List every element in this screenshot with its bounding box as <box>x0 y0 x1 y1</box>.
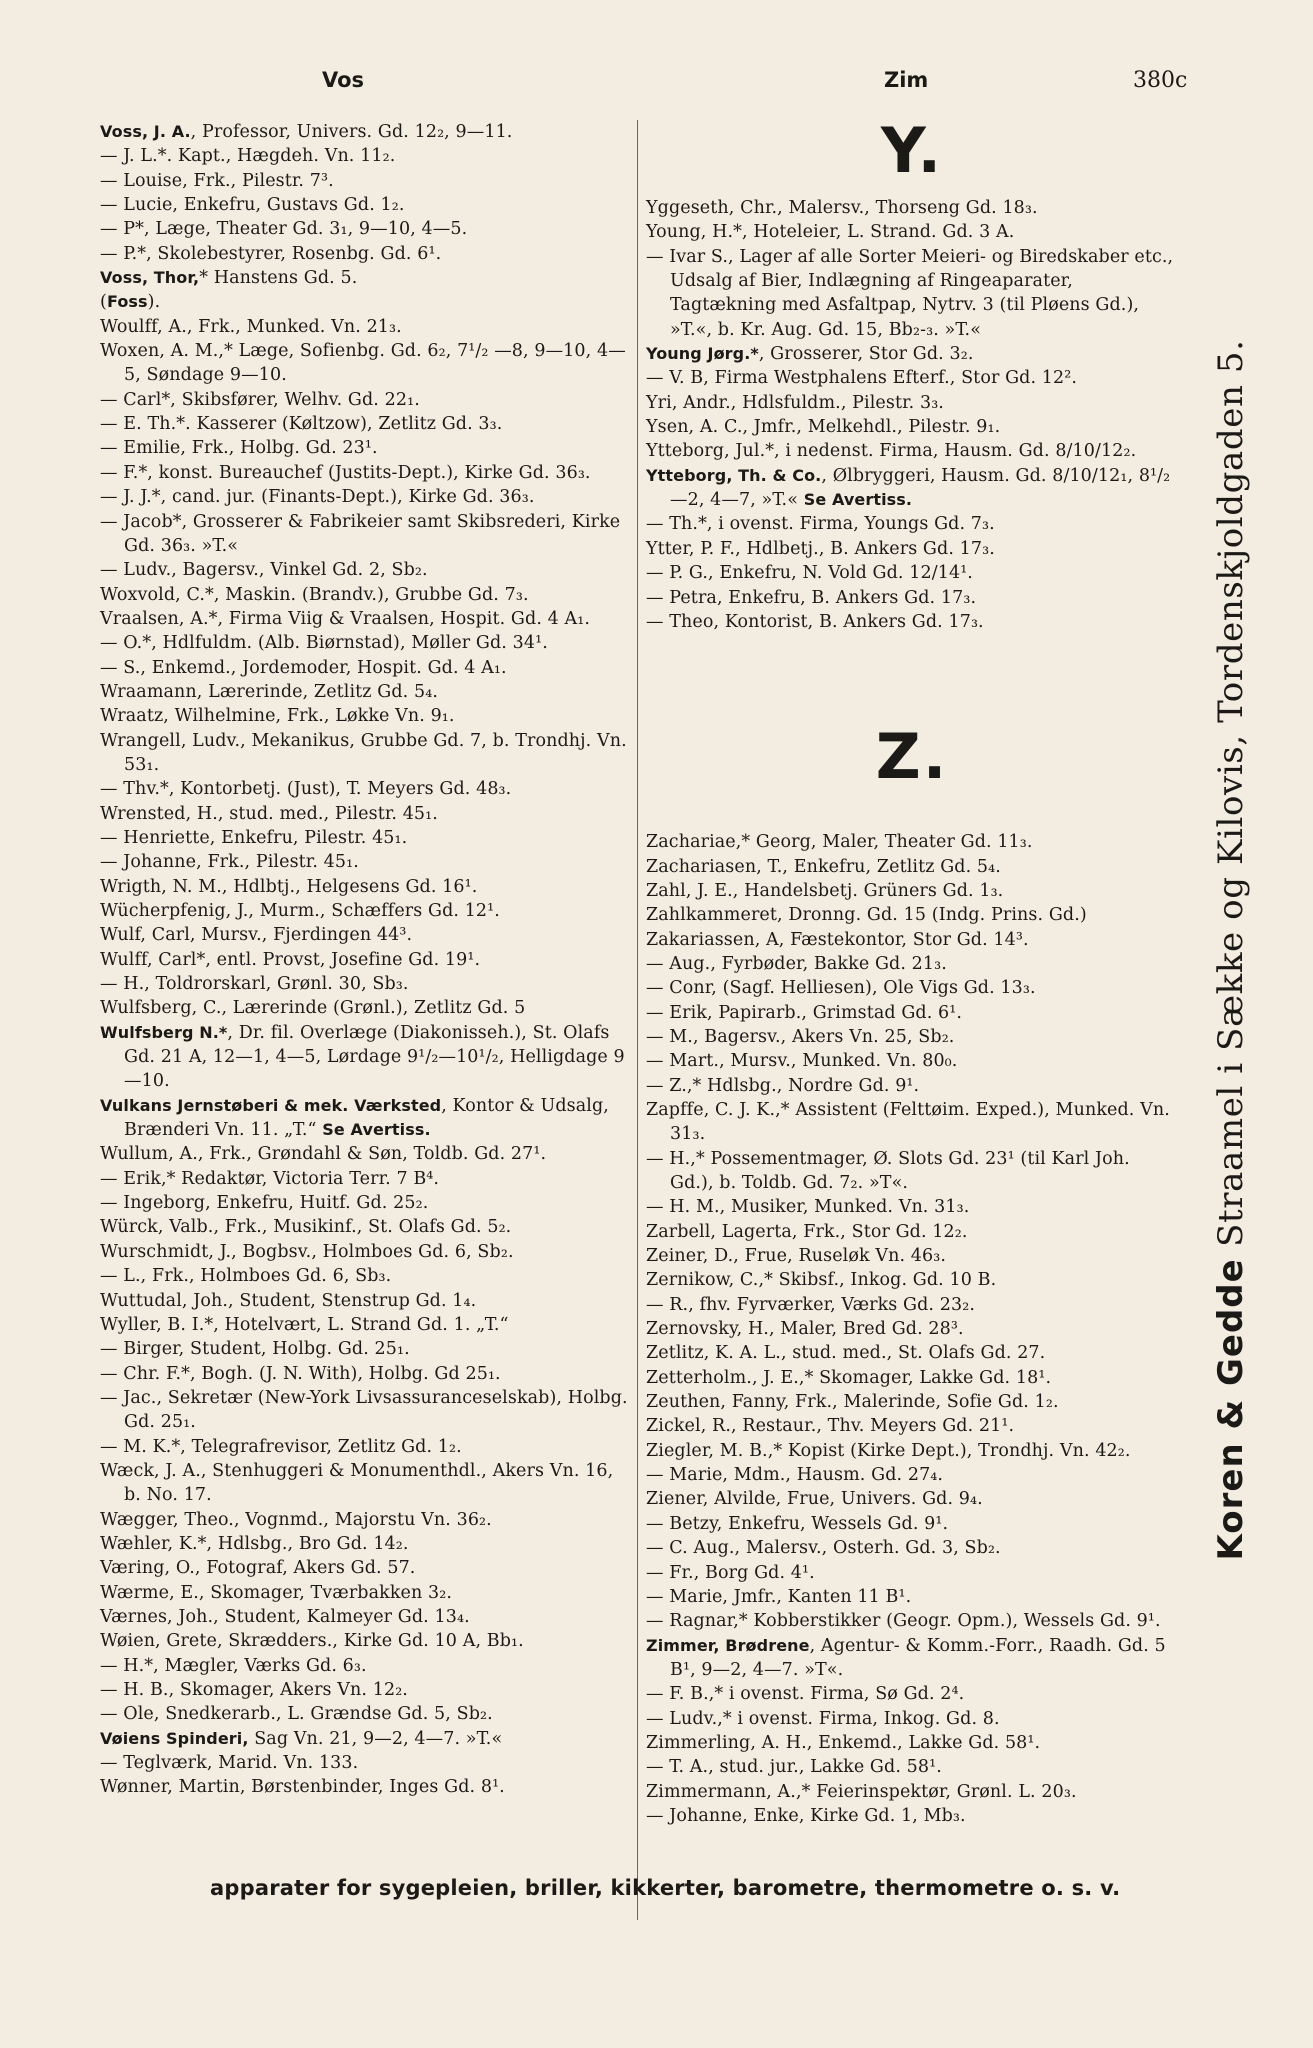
directory-entry: — Louise, Frk., Pilestr. 7³. <box>100 170 334 191</box>
directory-entry: Ysen, A. C., Jmfr., Melkehdl., Pilestr. 9₁. <box>646 417 1001 438</box>
directory-entry: Væring, O., Fotograf, Akers Gd. 57. <box>100 1558 416 1579</box>
directory-entry: Wrangell, Ludv., Mekanikus, Grubbe Gd. 7, b. Trondhj. Vn. 53₁. <box>100 730 627 775</box>
directory-entry: Zachariae,* Georg, Maler, Theater Gd. 11₃. <box>646 832 1033 853</box>
directory-entry: — Ludv.,* i ovenst. Firma, Inkog. Gd. 8. <box>646 1708 1000 1729</box>
directory-entry: — J. L.*. Kapt., Hægdeh. Vn. 11₂. <box>100 146 396 167</box>
directory-entry: Young, H.*, Hoteleier, L. Strand. Gd. 3 A. <box>646 222 1015 243</box>
directory-entry: — V. B, Firma Westphalens Efterf., Stor Gd. 12². <box>646 368 1078 389</box>
directory-entry: — F.*, konst. Bureauchef (Justits-Dept.), Kirke Gd. 36₃. <box>100 462 591 483</box>
directory-entry: Zeiner, D., Frue, Ruseløk Vn. 46₃. <box>646 1246 947 1267</box>
directory-entry: — Ivar S., Lager af alle Sorter Meieri- og Biredskaber etc., Udsalg af Bier, Indlægning af Ringeaparater, Tagtækning med Asfaltpap, Nytrv. 3 (til Pløens Gd.), »T.«, b. Kr. Aug. Gd. 15, Bb₂-₃. »T.« <box>646 246 1174 340</box>
directory-entry: — Erik,* Redaktør, Victoria Terr. 7 B⁴. <box>100 1168 440 1189</box>
left-column <box>100 120 628 1800</box>
directory-entry: Zeuthen, Fanny, Frk., Malerinde, Sofie Gd. 1₂. <box>646 1392 1059 1413</box>
directory-entry: Wücherpfenig, J., Murm., Schæffers Gd. 12¹. <box>100 901 500 921</box>
directory-entry: — H.*, Mægler, Værks Gd. 6₃. <box>100 1655 367 1676</box>
directory-entry: Voss, Thor,* Hanstens Gd. 5. <box>100 268 358 289</box>
directory-entry: — Marie, Jmfr., Kanten 11 B¹. <box>646 1586 912 1607</box>
section-heading-z: Z. <box>875 720 949 794</box>
section-heading-y: Y. <box>880 114 944 187</box>
directory-entry: Zernovsky, H., Maler, Bred Gd. 28³. <box>646 1319 964 1340</box>
directory-entry: Young Jørg.*, Grosserer, Stor Gd. 3₂. <box>646 344 974 365</box>
directory-entry: — P*, Læge, Theater Gd. 3₁, 9—10, 4—5. <box>100 219 468 240</box>
directory-entry: — Petra, Enkefru, B. Ankers Gd. 17₃. <box>646 587 977 608</box>
directory-entry: Zahl, J. E., Handelsbetj. Grüners Gd. 1₃. <box>646 880 1004 901</box>
directory-entry: Wyller, B. I.*, Hotelvært, L. Strand Gd. 1. „T.“ <box>100 1314 509 1335</box>
directory-entry: Værnes, Joh., Student, Kalmeyer Gd. 13₄. <box>100 1606 470 1627</box>
directory-entry: Vulkans Jernstøberi & mek. Værksted, Kontor & Udsalg, Brænderi Vn. 11. „T.“ Se Avertiss. <box>100 1095 609 1141</box>
directory-entry: Zachariasen, T., Enkefru, Zetlitz Gd. 5₄. <box>646 856 1001 877</box>
directory-entry: — Theo, Kontorist, B. Ankers Gd. 17₃. <box>646 611 984 632</box>
directory-entry: Wærme, E., Skomager, Tværbakken 3₂. <box>100 1582 453 1603</box>
directory-entry: — Aug., Fyrbøder, Bakke Gd. 21₃. <box>646 953 947 974</box>
directory-entry: Zakariassen, A, Fæstekontor, Stor Gd. 14³. <box>646 929 1029 950</box>
directory-entry: — Birger, Student, Holbg. Gd. 25₁. <box>100 1339 410 1360</box>
directory-entry: Wæck, J. A., Stenhuggeri & Monumenthdl., Akers Vn. 16, b. No. 17. <box>100 1460 614 1506</box>
directory-entry: — Henriette, Enkefru, Pilestr. 45₁. <box>100 827 408 848</box>
directory-entry: — Johanne, Frk., Pilestr. 45₁. <box>100 852 359 873</box>
directory-entry: — Thv.*, Kontorbetj. (Just), T. Meyers Gd. 48₃. <box>100 779 512 800</box>
side-ad-copy: Straamel i Sække og Kilovis, Tordenskjoldgaden 5. <box>1211 339 1251 1247</box>
directory-entry: — Th.*, i ovenst. Firma, Youngs Gd. 7₃. <box>646 514 995 535</box>
directory-entry: — F. B.,* i ovenst. Firma, Sø Gd. 2⁴. <box>646 1684 965 1705</box>
right-column <box>646 114 1178 1828</box>
directory-entry: Wønner, Martin, Børstenbinder, Inges Gd. 8¹. <box>100 1777 505 1798</box>
directory-entry: — E. Th.*. Kasserer (Køltzow), Zetlitz Gd. 3₃. <box>100 414 503 435</box>
directory-entry: Würck, Valb., Frk., Musikinf., St. Olafs Gd. 5₂. <box>100 1217 512 1238</box>
directory-entry: (Foss). <box>100 292 161 313</box>
directory-entry: Wraatz, Wilhelmine, Frk., Løkke Vn. 9₁. <box>100 706 455 727</box>
directory-entry: — Conr, (Sagf. Helliesen), Ole Vigs Gd. 13₃. <box>646 978 1036 999</box>
directory-entry: Wraamann, Lærerinde, Zetlitz Gd. 5₄. <box>100 681 439 702</box>
directory-entry: Wrigth, N. M., Hdlbtj., Helgesens Gd. 16¹. <box>100 876 478 897</box>
directory-entry: Zarbell, Lagerta, Frk., Stor Gd. 12₂. <box>646 1221 968 1242</box>
z-entries <box>646 830 1178 1828</box>
directory-entry: Wulfsberg, C., Lærerinde (Grønl.), Zetlitz Gd. 5 <box>100 998 526 1019</box>
directory-entry: — Fr., Borg Gd. 4¹. <box>646 1562 815 1583</box>
directory-entry: Zetterholm., J. E.,* Skomager, Lakke Gd. 18¹. <box>646 1367 1052 1388</box>
directory-entry: Zimmer, Brødrene, Agentur- & Komm.-Forr., Raadh. Gd. 5 B¹, 9—2, 4—7. »T«. <box>646 1635 1166 1680</box>
directory-entry: — Ingeborg, Enkefru, Huitf. Gd. 25₂. <box>100 1193 429 1214</box>
directory-entry: Zickel, R., Restaur., Thv. Meyers Gd. 21¹. <box>646 1416 1015 1437</box>
directory-entry: Wulff, Carl*, entl. Provst, Josefine Gd. 19¹. <box>100 949 481 970</box>
page-number: 380c <box>1133 68 1188 93</box>
directory-entry: — Carl*, Skibsfører, Welhv. Gd. 22₁. <box>100 389 420 410</box>
directory-entry: Vøiens Spinderi, Sag Vn. 21, 9—2, 4—7. »T.« <box>100 1728 503 1749</box>
directory-entry: — P.*, Skolebestyrer, Rosenbg. Gd. 6¹. <box>100 243 442 264</box>
directory-entry: — H. B., Skomager, Akers Vn. 12₂. <box>100 1680 408 1700</box>
y-entries <box>646 196 1178 634</box>
side-advertisement <box>1187 70 1275 1830</box>
directory-entry: — M., Bagersv., Akers Vn. 25, Sb₂. <box>646 1026 955 1047</box>
directory-entry: Woxen, A. M.,* Læge, Sofienbg. Gd. 6₂, 7¹/₂ —8, 9—10, 4—5, Søndage 9—10. <box>100 341 626 386</box>
directory-entry: Voss, J. A., Professor, Univers. Gd. 12₂, 9—11. <box>100 122 513 142</box>
directory-entry: Wulf, Carl, Mursv., Fjerdingen 44³. <box>100 925 413 946</box>
directory-entry: — Mart., Mursv., Munked. Vn. 80₀. <box>646 1051 958 1072</box>
directory-entry: Wuttudal, Joh., Student, Stenstrup Gd. 1₄. <box>100 1290 477 1311</box>
directory-entry: Zapffe, C. J. K.,* Assistent (Felttøim. Exped.), Munked. Vn. 31₃. <box>646 1099 1170 1145</box>
running-head-center: Zim <box>884 68 929 92</box>
directory-entry: — Lucie, Enkefru, Gustavs Gd. 1₂. <box>100 195 405 216</box>
directory-entry: — P. G., Enkefru, N. Vold Gd. 12/14¹. <box>646 563 973 584</box>
directory-entry: Wulfsberg N.*, Dr. fil. Overlæge (Diakonisseh.), St. Olafs Gd. 21 A, 12—1, 4—5, Lørdage 9¹/₂—10¹/₂, Helligdage 9—10. <box>100 1022 625 1092</box>
column-divider <box>637 120 638 1920</box>
directory-entry: — Z.,* Hdlsbg., Nordre Gd. 9¹. <box>646 1075 920 1096</box>
directory-entry: — Ragnar,* Kobberstikker (Geogr. Opm.), Wessels Gd. 9¹. <box>646 1611 1161 1632</box>
side-ad-brand: Koren & Gedde <box>1211 1258 1251 1561</box>
directory-entry: — Erik, Papirarb., Grimstad Gd. 6¹. <box>646 1002 963 1023</box>
directory-entry: — S., Enkemd., Jordemoder, Hospit. Gd. 4 A₁. <box>100 657 507 678</box>
directory-entry: Zernikow, C.,* Skibsf., Inkog. Gd. 10 B. <box>646 1270 997 1291</box>
side-ad-text <box>1211 340 1251 1561</box>
footer-advertisement: apparater for sygepleien, briller, kikkerter, barometre, thermometre o. s. v. <box>210 1876 1121 1900</box>
directory-entry: Wurschmidt, J., Bogbsv., Holmboes Gd. 6, Sb₂. <box>100 1241 514 1262</box>
directory-entry: — O.*, Hdlfuldm. (Alb. Biørnstad), Møller Gd. 34¹. <box>100 633 548 654</box>
directory-entry: Woulff, A., Frk., Munked. Vn. 21₃. <box>100 316 402 337</box>
directory-entry: Zahlkammeret, Dronng. Gd. 15 (Indg. Prins. Gd.) <box>646 905 1087 926</box>
directory-entry: Yri, Andr., Hdlsfuldm., Pilestr. 3₃. <box>646 392 944 413</box>
directory-entry: Vraalsen, A.*, Firma Viig & Vraalsen, Hospit. Gd. 4 A₁. <box>100 608 591 629</box>
directory-entry: Woxvold, C.*, Maskin. (Brandv.), Grubbe Gd. 7₃. <box>100 584 529 605</box>
directory-entry: Zetlitz, K. A. L., stud. med., St. Olafs Gd. 27. <box>646 1343 1046 1364</box>
directory-entry: Ytter, P. F., Hdlbetj., B. Ankers Gd. 17₃. <box>646 538 995 559</box>
directory-entry: — Johanne, Enke, Kirke Gd. 1, Mb₃. <box>646 1805 966 1826</box>
directory-entry: Wæhler, K.*, Hdlsbg., Bro Gd. 14₂. <box>100 1533 409 1554</box>
directory-entry: — Teglværk, Marid. Vn. 133. <box>100 1753 359 1774</box>
directory-entry: Ziegler, M. B.,* Kopist (Kirke Dept.), Trondhj. Vn. 42₂. <box>646 1440 1131 1461</box>
directory-entry: — R., fhv. Fyrværker, Værks Gd. 23₂. <box>646 1294 975 1315</box>
directory-entry: — Marie, Mdm., Hausm. Gd. 27₄. <box>646 1465 944 1486</box>
directory-entry: — Emilie, Frk., Holbg. Gd. 23¹. <box>100 438 378 459</box>
directory-entry: — T. A., stud. jur., Lakke Gd. 58¹. <box>646 1757 942 1778</box>
directory-entry: Ziener, Alvilde, Frue, Univers. Gd. 9₄. <box>646 1489 983 1510</box>
directory-entry: Yggeseth, Chr., Malersv., Thorseng Gd. 18₃. <box>646 198 1038 218</box>
directory-entry: Ytteborg, Jul.*, i nedenst. Firma, Hausm. Gd. 8/10/12₂. <box>646 441 1137 462</box>
directory-entry: — J. J.*, cand. jur. (Finants-Dept.), Kirke Gd. 36₃. <box>100 487 535 508</box>
directory-entry: Wægger, Theo., Vognmd., Majorstu Vn. 36₂. <box>100 1509 492 1530</box>
directory-entry: — C. Aug., Malersv., Osterh. Gd. 3, Sb₂. <box>646 1538 1001 1559</box>
directory-entry: Wøien, Grete, Skrædders., Kirke Gd. 10 A, Bb₁. <box>100 1631 524 1652</box>
directory-entry: — Betzy, Enkefru, Wessels Gd. 9¹. <box>646 1513 949 1534</box>
directory-entry: — Jac., Sekretær (New-York Livsassuranceselskab), Holbg. Gd. 25₁. <box>100 1387 628 1433</box>
running-head-left: Vos <box>322 68 365 92</box>
directory-entry: — H., Toldrorskarl, Grønl. 30, Sb₃. <box>100 974 409 995</box>
directory-entry: — Jacob*, Grosserer & Fabrikeier samt Skibsrederi, Kirke Gd. 36₃. »T.« <box>100 511 621 556</box>
directory-entry: Ytteborg, Th. & Co., Ølbryggeri, Hausm. Gd. 8/10/12₁, 8¹/₂—2, 4—7, »T.« Se Avertiss. <box>646 465 1171 511</box>
directory-entry: — Chr. F.*, Bogh. (J. N. With), Holbg. Gd 25₁. <box>100 1363 501 1384</box>
directory-entry: — H. M., Musiker, Munked. Vn. 31₃. <box>646 1197 970 1218</box>
directory-entry: Wullum, A., Frk., Grøndahl & Søn, Toldb. Gd. 27¹. <box>100 1144 547 1165</box>
directory-entry: — H.,* Possementmager, Ø. Slots Gd. 23¹ (til Karl Joh. Gd.), b. Toldb. Gd. 7₂. »T«. <box>646 1148 1130 1193</box>
directory-entry: Wrensted, H., stud. med., Pilestr. 45₁. <box>100 803 438 824</box>
directory-entry: — L., Frk., Holmboes Gd. 6, Sb₃. <box>100 1266 392 1287</box>
directory-entry: Zimmermann, A.,* Feierinspektør, Grønl. L. 20₃. <box>646 1781 1077 1802</box>
directory-entry: — M. K.*, Telegrafrevisor, Zetlitz Gd. 1₂. <box>100 1436 462 1457</box>
directory-entry: Zimmerling, A. H., Enkemd., Lakke Gd. 58¹. <box>646 1732 1041 1753</box>
directory-entry: — Ludv., Bagersv., Vinkel Gd. 2, Sb₂. <box>100 560 428 581</box>
directory-entry: — Ole, Snedkerarb., L. Grændse Gd. 5, Sb₂. <box>100 1704 493 1725</box>
